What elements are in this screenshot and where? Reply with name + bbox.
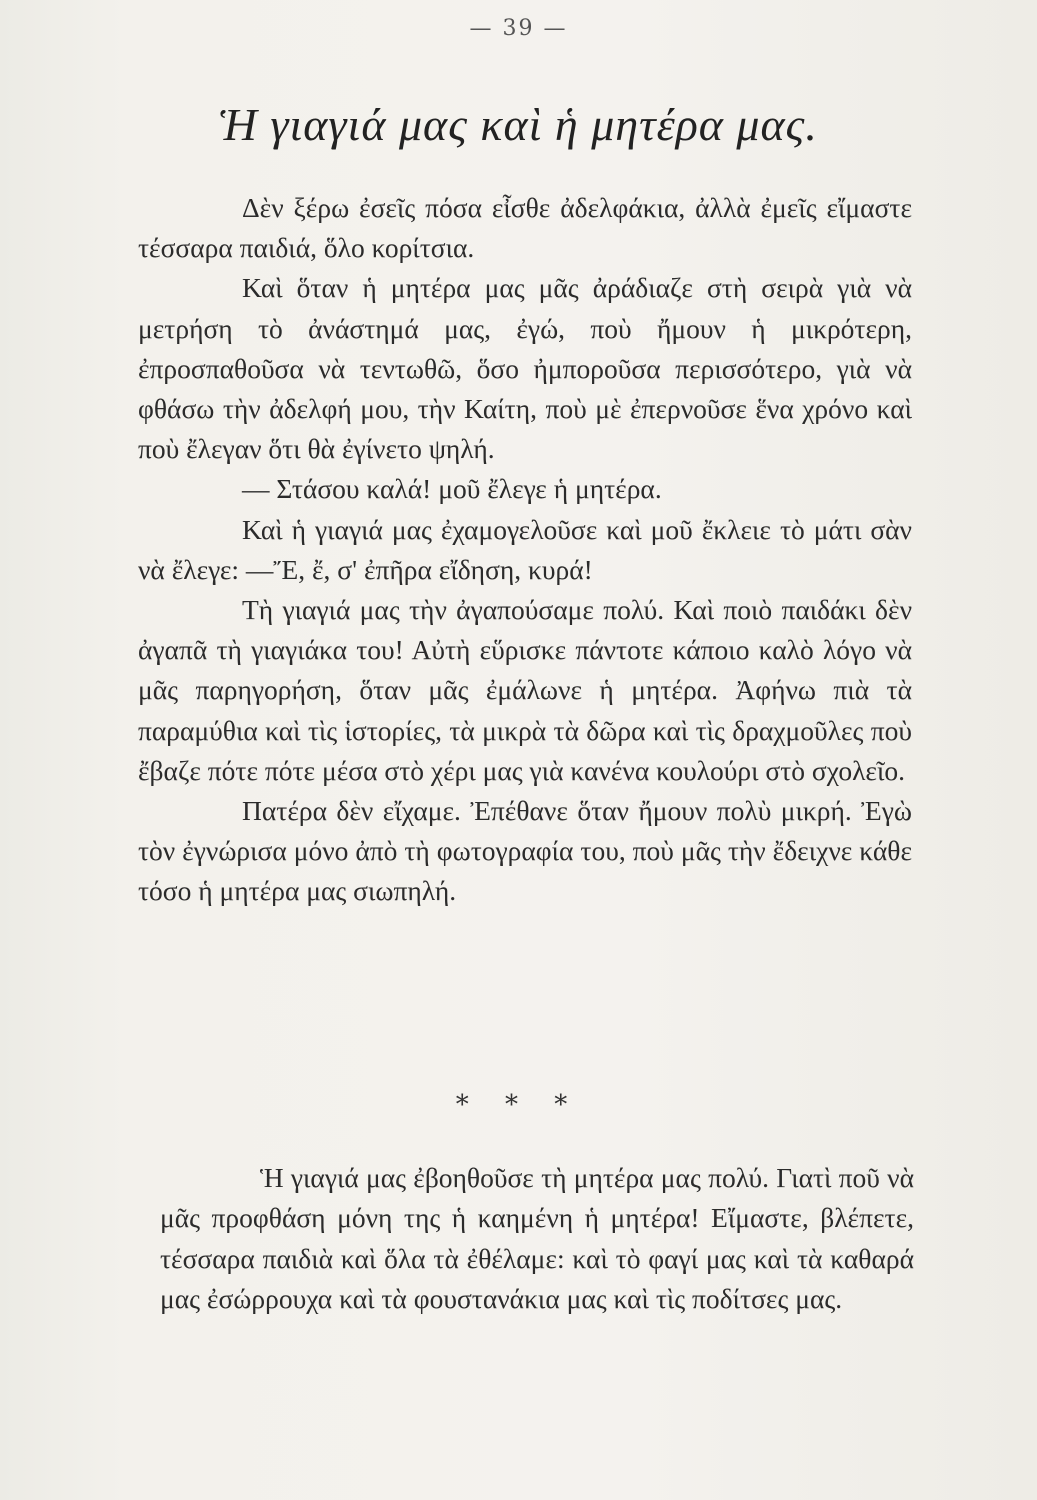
main-text-block — [138, 188, 912, 912]
paragraph-7: Ἡ γιαγιά μας ἐβοηθοῦσε τὴ μητέρα μας πολύ. Γιατὶ ποῦ νὰ μᾶς προφθάση μόνη της ἡ καημένη ἡ μητέρα! Εἴμαστε, βλέπετε, τέσσαρα παιδιὰ καὶ ὅλα τὰ ἐθέλαμε: καὶ τὸ φαγί μας καὶ τὰ καθαρά μας ἐσώρρουχα καὶ τὰ φουστανάκια μας καὶ τὶς ποδίτσες μας. — [160, 1162, 914, 1315]
second-text-block — [160, 1158, 914, 1320]
paragraph-2: Καὶ ὅταν ἡ μητέρα μας μᾶς ἀράδιαζε στὴ σειρὰ γιὰ νὰ μετρήση τὸ ἀνάστημά μας, ἐγώ, ποὺ ἤμουν ἡ μικρότερη, ἐπροσπαθοῦσα νὰ τεντωθῶ, ὅσο ἠμποροῦσα περισσότερο, γιὰ νὰ φθάσω τὴν ἀδελφή μου, τὴν Καίτη, ποὺ μὲ ἐπερνοῦσε ἕνα χρόνο καὶ ποὺ ἔλεγαν ὅτι θὰ ἐγίνετο ψηλή. — [138, 272, 912, 465]
paragraph-4: Καὶ ἡ γιαγιά μας ἐχαμογελοῦσε καὶ μοῦ ἔκλειε τὸ μάτι σὰν νὰ ἔλεγε: —Ἔ, ἔ, σ' ἐπῆρα εἴδηση, κυρά! — [138, 513, 912, 585]
paragraph-5: Τὴ γιαγιά μας τὴν ἀγαπούσαμε πολύ. Καὶ ποιὸ παιδάκι δὲν ἀγαπᾶ τὴ γιαγιάκα του! Αὐτὴ εὕρισκε πάντοτε κάποιο καλὸ λόγο νὰ μᾶς παρηγορήση, ὅταν μᾶς ἐμάλωνε ἡ μητέρα. Ἀφήνω πιὰ τὰ παραμύθια καὶ τὶς ἱστορίες, τὰ μικρὰ τὰ δῶρα καὶ τὶς δραχμοῦλες ποὺ ἔβαζε πότε πότε μέσα στὸ χέρι μας γιὰ κανένα κουλούρι στὸ σχολεῖο. — [138, 594, 912, 786]
paragraph-3-dialogue: — Στάσου καλά! μοῦ ἔλεγε ἡ μητέρα. — [242, 473, 662, 505]
paragraph-1: Δὲν ξέρω ἐσεῖς πόσα εἶσθε ἀδελφάκια, ἀλλὰ ἐμεῖς εἴμαστε τέσσαρα παιδιά, ὅλο κορίτσια. — [138, 192, 912, 264]
chapter-title: Ἡ γιαγιά μας καὶ ἡ μητέρα μας. — [219, 99, 818, 150]
page-number: — 39 — — [469, 16, 568, 41]
section-break-asterisks: * * * — [455, 1090, 582, 1120]
paragraph-6: Πατέρα δὲν εἴχαμε. Ἐπέθανε ὅταν ἤμουν πολὺ μικρή. Ἐγὼ τὸν ἐγνώρισα μόνο ἀπὸ τὴ φωτογραφία του, ποὺ μᾶς τὴν ἔδειχνε κάθε τόσο ἡ μητέρα μας σιωπηλή. — [138, 795, 912, 907]
